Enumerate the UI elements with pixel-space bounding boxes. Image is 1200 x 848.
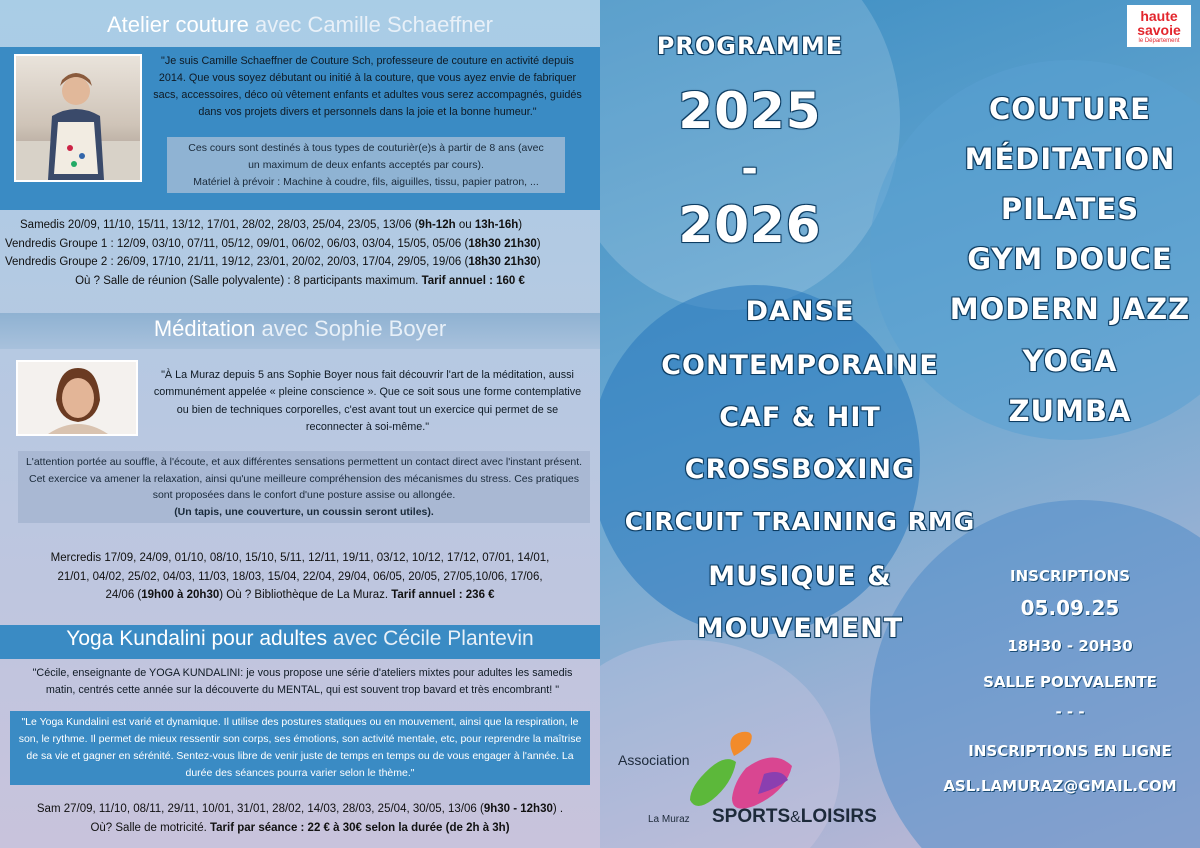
yoga-schedule-1: Sam 27/09, 11/10, 08/11, 29/11, 10/01, 31/01, 28/02, 14/03, 28/03, 25/04, 30/05, 13/06 (9h30 - 12h30) . <box>36 803 564 815</box>
inscriptions-date: 05.09.25 <box>1020 596 1120 620</box>
couture-teacher: avec Camille Schaeffner <box>248 12 494 37</box>
activity-circuit-training: CIRCUIT TRAINING RMG <box>624 507 976 536</box>
year-end: 2026 <box>678 196 822 254</box>
meditation-schedule-3: 24/06 (19h00 à 20h30) Où ? Bibliothèque de La Muraz. Tarif annuel : 236 € <box>105 589 495 602</box>
activity-danse: DANSE <box>745 296 855 327</box>
yoga-teacher: avec Cécile Plantevin <box>327 627 534 650</box>
seamstress-figure <box>16 56 140 180</box>
couture-header <box>0 12 600 44</box>
meditation-info-2: (Un tapis, une couverture, un coussin seront utiles). <box>174 505 434 518</box>
couture-title: Atelier couture <box>106 12 249 37</box>
couture-quote: "Je suis Camille Schaeffner de Couture Sch, professeure de couture en activité depuis 2014. Que vous soyez débutant ou initié à la couture, que vous ayez envie de fabriquer sacs, accessoires, déco où vêtement enfants et adultes vous serez accompagnés, guidés dans vos projets divers et personnels dans la joie et la bonne humeur." <box>153 55 582 119</box>
meditation-schedule-1: Mercredis 17/09, 24/09, 01/10, 08/10, 15/10, 5/11, 12/11, 19/11, 03/12, 10/12, 17/12, 07/01, 14/01, <box>50 552 550 564</box>
meditation-title: Méditation <box>153 316 256 341</box>
couture-tarif: Tarif annuel : 160 € <box>421 274 525 287</box>
meditation-tarif: Tarif annuel : 236 € <box>391 589 495 602</box>
meditation-teacher: avec Sophie Boyer <box>255 316 447 341</box>
couture-photo <box>14 54 142 182</box>
activity-couture: COUTURE <box>989 92 1151 126</box>
meditation-info-box <box>18 451 590 523</box>
yoga-title: Yoga Kundalini pour adultes <box>66 627 328 650</box>
activity-yoga: YOGA <box>1022 344 1118 378</box>
inscriptions-place: SALLE POLYVALENTE <box>983 673 1157 691</box>
yoga-info-box: "Le Yoga Kundalini est varié et dynamique. Il utilise des postures statiques ou en mouvement, ainsi que la respiration, le son, le rythme. Il permet de mieux ressentir son corps, ses émotions, son activité mentale, etc, pour reprendre la maîtrise de sa vie et gagner en sérénité. Sentez-vous libre de venir juste de temps en temps ou de vous engager à l'année. La durée des séances pourra varier selon le thème." <box>10 711 590 785</box>
yoga-location: Où? Salle de motricité. Tarif par séance : 22 € à 30€ selon la durée (de 2h à 3h) <box>90 821 510 834</box>
yoga-tarif: Tarif par séance : 22 € à 30€ selon la durée (de 2h à 3h) <box>209 821 510 834</box>
couture-schedule-saturdays: Samedis 20/09, 11/10, 15/11, 13/12, 17/01, 28/02, 28/03, 25/04, 23/05, 13/06 (9h-12h ou 13h-16h) <box>20 219 523 231</box>
activity-contemporaine: CONTEMPORAINE <box>661 350 939 381</box>
activity-mouvement: MOUVEMENT <box>696 613 904 644</box>
activity-pilates: PILATES <box>1000 192 1140 226</box>
couture-info-2: un maximum de deux enfants acceptés par cours). <box>248 158 484 171</box>
activity-crossboxing: CROSSBOXING <box>684 454 916 485</box>
year-dash: - <box>741 146 759 192</box>
haute-savoie-logo-mid: savoie <box>1137 22 1181 38</box>
meditation-info-1: L'attention portée au souffle, à l'écoute, et aux différentes sensations permettent un contact direct avec l'instant présent. Cet exercice va amener la relaxation, ainsi qu'une meilleure compréhension des mécanismes du stress. Ces pratiques sont proposées dans le confort d'une posture assise ou allongée. <box>25 456 583 502</box>
inscriptions-separator: - - - <box>1055 703 1085 721</box>
association-logo <box>614 728 904 838</box>
activity-gym-douce: GYM DOUCE <box>967 242 1173 276</box>
meditation-photo <box>16 360 138 436</box>
inscriptions-email[interactable]: ASL.LAMURAZ@GMAIL.COM <box>943 777 1177 795</box>
activity-meditation: MÉDITATION <box>964 142 1176 176</box>
haute-savoie-logo-bottom: le Département <box>1138 38 1180 44</box>
yoga-schedule <box>0 800 600 837</box>
activity-musique: MUSIQUE & <box>708 561 892 592</box>
couture-info-box <box>167 137 565 193</box>
programme-panel <box>600 0 1200 848</box>
couture-schedule-friday-g1: Vendredis Groupe 1 : 12/09, 03/10, 07/11, 05/12, 09/01, 06/02, 06/03, 03/04, 15/05, 05/06 (18h30 21h30) <box>5 237 541 250</box>
portrait-figure <box>18 362 136 434</box>
inscriptions-online: INSCRIPTIONS EN LIGNE <box>968 742 1172 760</box>
meditation-header <box>0 316 600 348</box>
meditation-quote: "À La Muraz depuis 5 ans Sophie Boyer nous fait découvrir l'art de la méditation, aussi communément appelée « pleine conscience ». Que ce soit sous une forme contemplative ou bien de techniques corporelles, c'est avant tout un exercice qui permet de se reconnecter à soi-même." <box>153 369 582 433</box>
activity-modern-jazz: MODERN JAZZ <box>949 292 1191 326</box>
couture-schedule <box>0 216 600 291</box>
meditation-schedule-2: 21/01, 04/02, 25/02, 04/03, 11/03, 18/03, 15/04, 22/04, 29/04, 06/05, 20/05, 27/05,10/06, 17/06, <box>57 570 543 583</box>
inscriptions-time: 18H30 - 20H30 <box>1007 637 1133 655</box>
programme-label: PROGRAMME <box>656 32 844 60</box>
activity-zumba: ZUMBA <box>1008 394 1132 428</box>
couture-info-1: Ces cours sont destinés à tous types de couturièr(e)s à partir de 8 ans (avec <box>188 142 544 154</box>
yoga-header <box>0 627 600 659</box>
couture-schedule-friday-g2: Vendredis Groupe 2 : 26/09, 17/10, 21/11, 19/12, 23/01, 20/02, 20/03, 17/04, 29/05, 19/06 (18h30 21h30) <box>5 256 541 269</box>
haute-savoie-logo-top: haute <box>1140 8 1178 24</box>
year-start: 2025 <box>678 82 822 140</box>
association-label: Association <box>618 752 690 768</box>
meditation-schedule <box>0 549 600 605</box>
haute-savoie-logo <box>1127 5 1191 47</box>
activity-caf-hit: CAF & HIT <box>719 402 881 433</box>
association-place: La Muraz <box>648 814 690 825</box>
association-name: SPORTS&LOISIRS <box>712 806 877 827</box>
couture-location: Où ? Salle de réunion (Salle polyvalente) : 8 participants maximum. Tarif annuel : 160 € <box>75 274 525 287</box>
yoga-quote: "Cécile, enseignante de YOGA KUNDALINI: je vous propose une série d'ateliers mixtes pour adultes les samedis matin, centrés cette année sur la découverte du MENTAL, qui est souvent trop bavard et très encombrant! " <box>32 667 573 697</box>
inscriptions-label: INSCRIPTIONS <box>1010 567 1130 585</box>
couture-info-3: Matériel à prévoir : Machine à coudre, fils, aiguilles, tissu, papier patron, ... <box>193 175 539 188</box>
